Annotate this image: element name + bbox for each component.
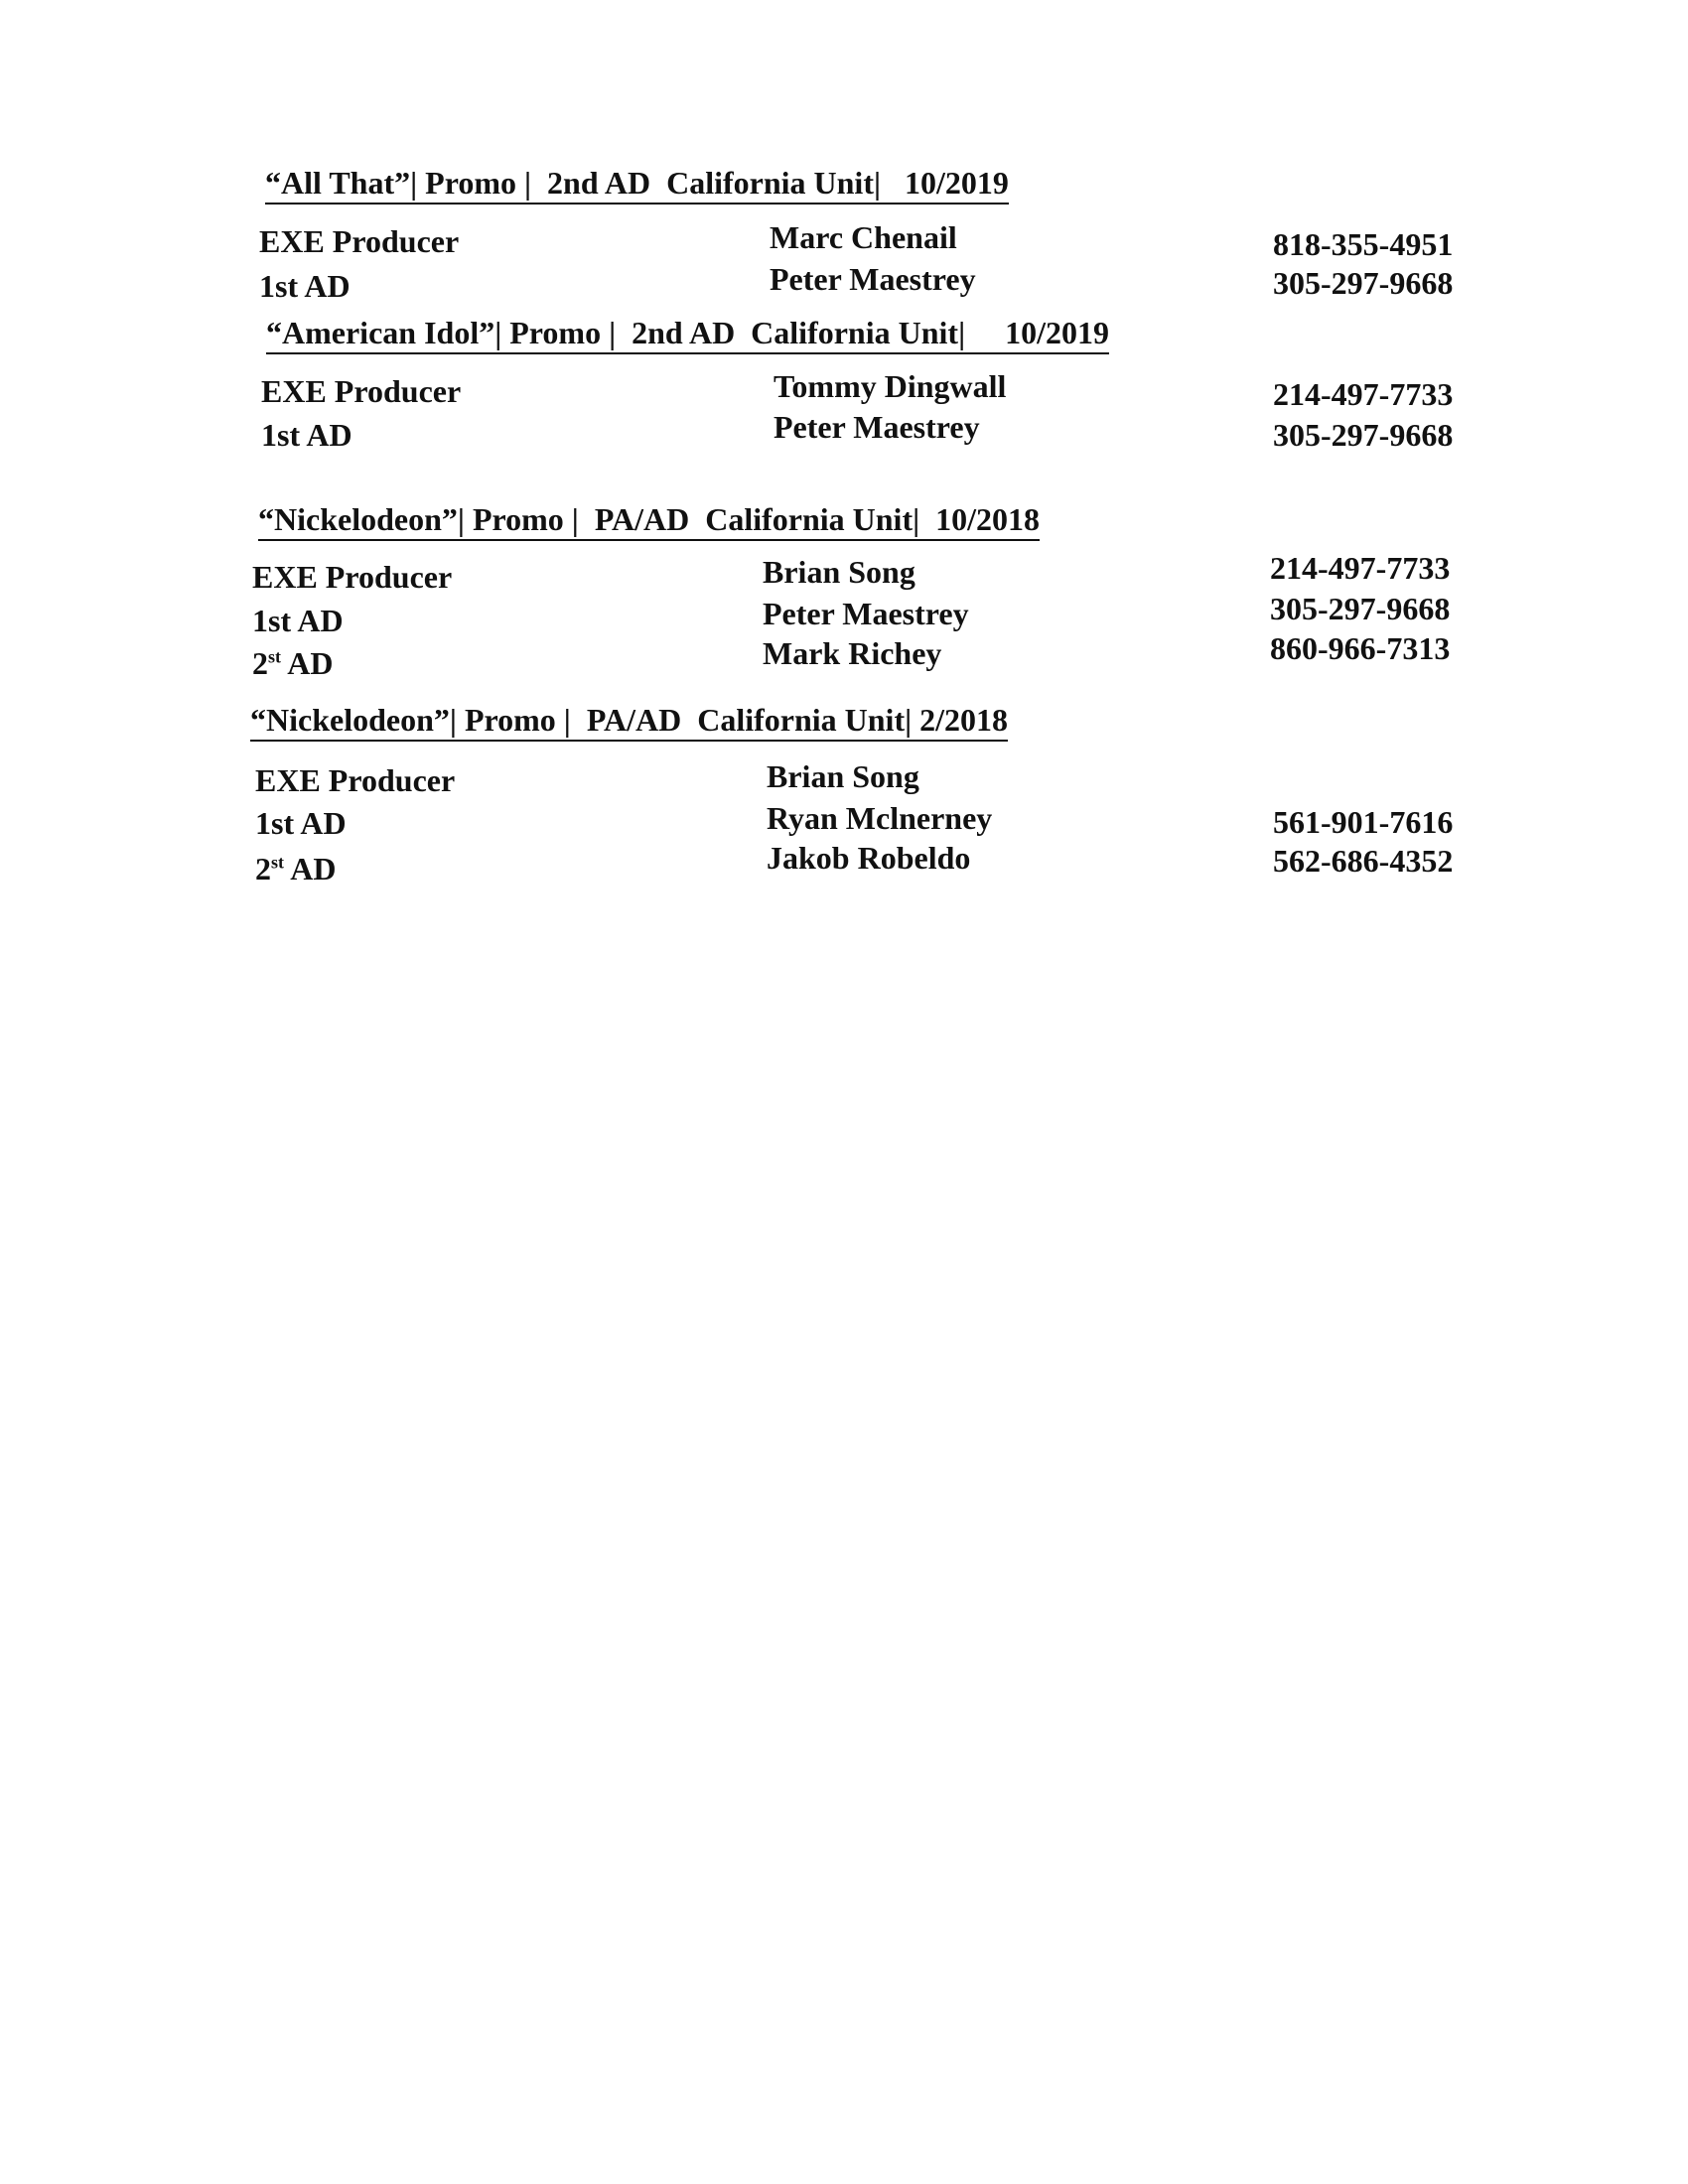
role-label: 1st AD [255,805,347,841]
role-label: EXE Producer [252,559,453,595]
contact-phone: 860-966-7313 [1270,630,1451,666]
contact-phone: 214-497-7733 [1273,376,1454,412]
contact-name: Marc Chenail [770,219,957,255]
section-heading: “Nickelodeon”| Promo | PA/AD California Unit| 10/2018 [258,501,1040,541]
contact-phone: 305-297-9668 [1273,417,1454,453]
contact-name: Brian Song [767,758,919,794]
contact-phone: 561-901-7616 [1273,804,1454,840]
contact-phone: 305-297-9668 [1273,265,1454,301]
role-superscript: st [268,646,281,667]
role-suffix: AD [284,851,337,887]
role-superscript: st [271,852,284,873]
role-label: 1st AD [259,268,351,304]
role-label: EXE Producer [261,373,462,409]
role-label [255,851,336,887]
contact-name: Brian Song [763,554,915,590]
contact-phone: 818-355-4951 [1273,226,1454,262]
contact-name: Ryan Mclnerney [767,800,993,836]
section-heading: “Nickelodeon”| Promo | PA/AD California Unit| 2/2018 [250,702,1008,742]
contact-name: Mark Richey [763,635,942,671]
contact-name: Peter Maestrey [774,409,980,445]
role-label: 1st AD [261,417,352,453]
section-heading: “American Idol”| Promo | 2nd AD California Unit| 10/2019 [266,315,1109,354]
role-label: 1st AD [252,603,344,638]
role-number: 2 [255,851,271,887]
contact-phone: 214-497-7733 [1270,550,1451,586]
role-suffix: AD [281,645,334,681]
role-label: EXE Producer [259,223,460,259]
section-heading: “All That”| Promo | 2nd AD California Unit| 10/2019 [265,165,1009,205]
contact-name: Tommy Dingwall [774,368,1007,404]
contact-name: Jakob Robeldo [767,840,971,876]
contact-phone: 562-686-4352 [1273,843,1454,879]
role-label: EXE Producer [255,762,456,798]
contact-phone: 305-297-9668 [1270,591,1451,626]
contact-name: Peter Maestrey [763,596,969,631]
contact-name: Peter Maestrey [770,261,976,297]
role-number: 2 [252,645,268,681]
role-label [252,645,333,681]
